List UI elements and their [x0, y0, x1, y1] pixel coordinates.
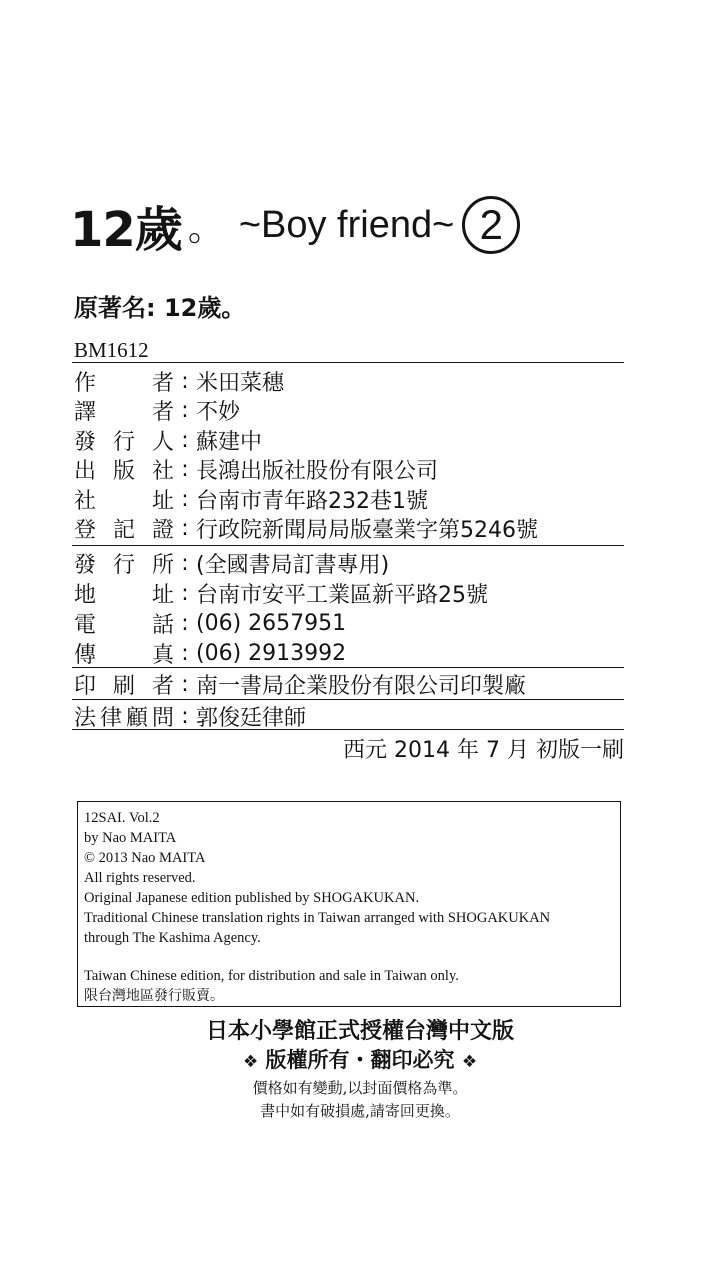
credit-label: [74, 513, 174, 544]
credit-row: [74, 366, 626, 396]
credit-label-char: 者: [151, 400, 174, 425]
credit-label-char: 人: [151, 429, 174, 455]
credit-value: 不妙: [196, 400, 241, 425]
distribution-chinese: 限台灣地區發行販賣。: [84, 988, 224, 1004]
volume-number: 2: [462, 196, 520, 254]
credit-label-char: 印: [74, 673, 97, 699]
credit-label-char: 社: [151, 459, 174, 484]
credit-colon: :: [181, 550, 189, 576]
credit-row: [74, 425, 626, 455]
credit-colon: :: [181, 640, 189, 666]
credit-row: [74, 608, 626, 638]
copyright-line: by Nao MAITA: [84, 830, 177, 846]
credit-label-char: 傳: [74, 642, 97, 668]
divider: [72, 545, 624, 546]
credit-label-char: 電: [74, 612, 97, 638]
credit-value: 米田菜穗: [196, 370, 285, 396]
credit-label-char: 發: [74, 429, 97, 455]
copyright-line: Original Japanese edition published by SHOGAKUKAN.: [84, 890, 420, 906]
credit-label: [74, 578, 174, 609]
credit-row: [74, 396, 626, 426]
credit-label-char: 刷: [112, 673, 135, 699]
credit-value: 台南市安平工業區新平路25號: [196, 582, 488, 608]
credit-label-char: 作: [74, 370, 97, 396]
copyright-line: through The Kashima Agency.: [84, 930, 261, 946]
credit-label-char: 法: [74, 705, 97, 731]
credit-label: [74, 608, 174, 639]
title-dot: 。: [187, 207, 223, 249]
credit-value: 長鴻出版社股份有限公司: [196, 459, 439, 484]
copyright-line: Traditional Chinese translation rights in Taiwan arranged with SHOGAKUKAN: [84, 910, 551, 926]
diamond-ornament-icon: ❖: [242, 1052, 259, 1072]
distribution-english: Taiwan Chinese edition, for distribution and sale in Taiwan only.: [84, 968, 459, 984]
credit-colon: :: [181, 671, 189, 697]
credit-value: 行政院新聞局局版臺業字第5246號: [196, 518, 538, 543]
credit-label-char: 地: [74, 582, 97, 608]
credit-label-char: 真: [151, 642, 174, 668]
credit-label-char: 發: [74, 552, 97, 578]
damage-note: 書中如有破損處,請寄回更換。: [260, 1102, 460, 1120]
copyright-lines: [84, 808, 614, 948]
credit-row: [74, 455, 626, 485]
credit-colon: :: [181, 516, 189, 541]
authorization-notice: 日本小學館正式授權台灣中文版: [205, 1019, 514, 1044]
credit-label-char: 記: [112, 518, 135, 543]
title-subtitle: ~Boy friend~: [238, 203, 455, 246]
divider: [72, 729, 624, 730]
credit-label-char: 證: [151, 518, 174, 543]
credit-label-char: 址: [151, 488, 174, 514]
spacer: [84, 948, 614, 966]
credit-row: [74, 701, 626, 731]
credit-label-char: 顧: [125, 705, 148, 731]
credit-label: [74, 454, 174, 485]
edition-date: 西元 2014 年 7 月 初版一刷: [343, 738, 624, 763]
original-title-value: 12歲。: [163, 294, 246, 322]
credit-row: [74, 514, 626, 544]
credit-colon: :: [181, 398, 189, 423]
credit-value: 郭俊廷律師: [196, 705, 307, 731]
credit-value: (06) 2657951: [196, 610, 347, 636]
diamond-ornament-icon: ❖: [461, 1052, 478, 1072]
copyright-line: © 2013 Nao MAITA: [84, 850, 206, 866]
credit-label-char: 者: [151, 673, 174, 699]
credit-label: [74, 701, 174, 732]
copyright-box: [77, 801, 621, 1007]
credit-colon: :: [181, 486, 189, 512]
credit-label-char: 址: [151, 582, 174, 608]
credit-label-char: 登: [74, 518, 97, 543]
credit-label-char: 出: [74, 459, 97, 484]
original-title: [74, 288, 245, 323]
credit-label: [74, 395, 174, 426]
rights-text: 版權所有・翻印必究: [265, 1048, 455, 1072]
credit-row: [74, 484, 626, 514]
credit-value: 南一書局企業股份有限公司印製廠: [196, 673, 527, 699]
credit-colon: :: [181, 368, 189, 394]
credit-label: [74, 548, 174, 579]
credit-colon: :: [181, 457, 189, 482]
original-title-label: 原著名:: [74, 294, 156, 322]
credit-label-char: 律: [99, 705, 122, 731]
price-note: 價格如有變動,以封面價格為準。: [252, 1079, 468, 1097]
credit-colon: :: [181, 427, 189, 453]
credit-label-char: 行: [112, 429, 135, 455]
credit-value: 台南市青年路232巷1號: [196, 488, 428, 514]
credit-label-char: 版: [112, 459, 135, 484]
book-code: BM1612: [74, 338, 149, 362]
credit-label-char: 行: [112, 552, 135, 578]
credit-colon: :: [181, 610, 189, 636]
divider: [72, 362, 624, 363]
credit-value: (全國書局訂書專用): [196, 552, 390, 578]
book-title: [70, 190, 520, 260]
credit-label-char: 譯: [74, 400, 97, 425]
credit-colon: :: [181, 580, 189, 606]
credit-label-char: 社: [74, 488, 97, 514]
credit-row: [74, 638, 626, 668]
credit-label-char: 話: [151, 612, 174, 638]
credit-label-char: 問: [151, 705, 174, 731]
copyright-line: All rights reserved.: [84, 870, 196, 886]
credit-value: (06) 2913992: [196, 640, 347, 666]
credit-colon: :: [181, 703, 189, 729]
rights-notice: [0, 1044, 720, 1074]
credit-row: [74, 669, 626, 699]
title-main: 12歲: [70, 201, 182, 258]
copyright-line: 12SAI. Vol.2: [84, 810, 160, 826]
credit-label: [74, 425, 174, 456]
credit-value: 蘇建中: [196, 429, 263, 455]
credit-label-char: 者: [151, 370, 174, 396]
credit-row: [74, 548, 626, 578]
credit-label: [74, 669, 174, 700]
credit-label-char: 所: [151, 552, 174, 578]
credit-row: [74, 578, 626, 608]
credit-label: [74, 366, 174, 397]
credit-label: [74, 484, 174, 515]
credit-label: [74, 638, 174, 669]
